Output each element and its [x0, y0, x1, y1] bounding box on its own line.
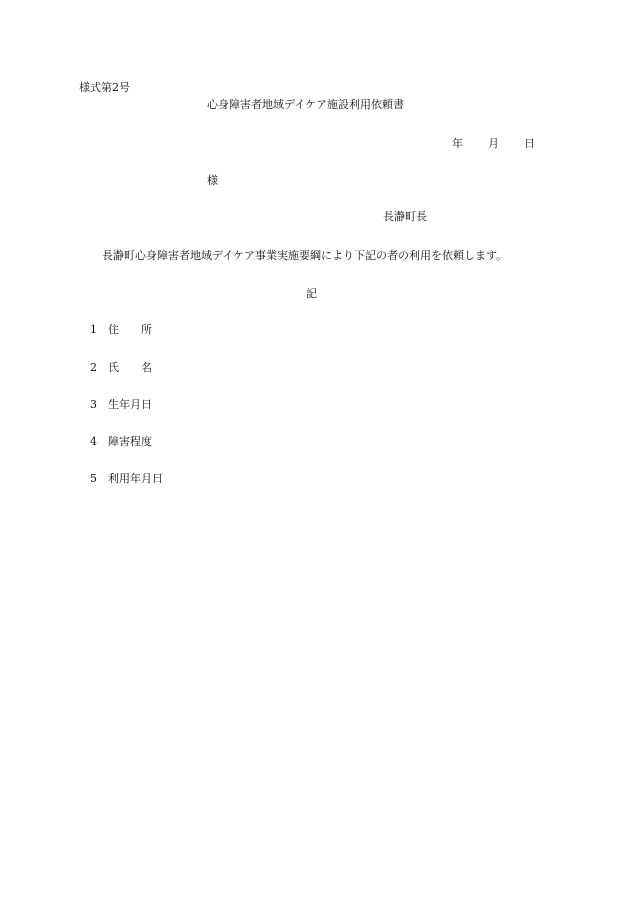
date-year-label: 年 — [452, 137, 463, 150]
item-label: 住 所 — [108, 323, 152, 336]
addressee-suffix: 様 — [207, 174, 218, 187]
date-month-label: 月 — [488, 137, 499, 150]
item-label: 氏 名 — [108, 361, 152, 374]
sender-name: 長瀞町長 — [383, 210, 427, 223]
list-item — [90, 323, 152, 337]
form-number: 様式第2号 — [79, 81, 130, 94]
item-number: 5 — [90, 472, 97, 485]
item-number: 1 — [90, 323, 97, 336]
date-day-label: 日 — [524, 137, 535, 150]
document-title: 心身障害者地域デイケア施設利用依頼書 — [207, 98, 405, 111]
list-item — [90, 435, 152, 449]
list-item — [90, 398, 152, 412]
list-item — [90, 361, 152, 375]
ki-heading: 記 — [306, 287, 317, 300]
body-text: 長瀞町心身障害者地域デイケア事業実施要綱により下記の者の利用を依頼します。 — [102, 249, 508, 262]
item-label: 生年月日 — [108, 398, 152, 411]
item-number: 3 — [90, 398, 97, 411]
item-number: 2 — [90, 361, 97, 374]
item-label: 利用年月日 — [108, 472, 163, 485]
list-item — [90, 472, 163, 486]
item-label: 障害程度 — [108, 435, 152, 448]
item-number: 4 — [90, 435, 97, 448]
